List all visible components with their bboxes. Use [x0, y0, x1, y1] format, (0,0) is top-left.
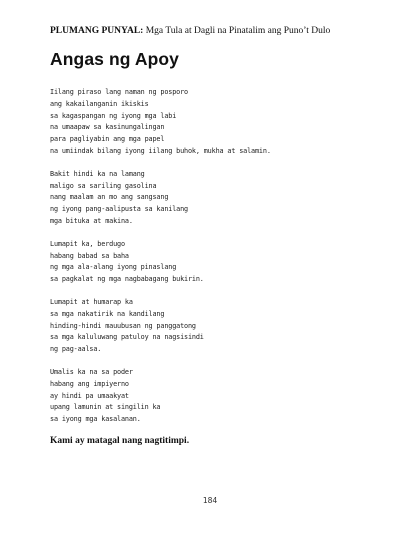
- poem-line: ng pag-aalsa.: [50, 345, 102, 354]
- poem-line: maligo sa sariling gasolina: [50, 181, 157, 190]
- poem-line: Bakit hindi ka na lamang: [50, 169, 145, 178]
- poem-line: ng mga ala-alang iyong pinaslang: [50, 263, 177, 272]
- book-subtitle: Mga Tula at Dagli na Pinatalim ang Puno’t Dulo: [145, 26, 331, 36]
- poem-line: na umiindak bilang iyong iilang buhok, mukha at salamin.: [50, 146, 271, 155]
- poem-line: Umalis ka na sa poder: [50, 367, 133, 376]
- stanza-4: [50, 297, 380, 356]
- poem-line: habang babad sa baha: [50, 251, 129, 260]
- stanza-2: [50, 169, 380, 228]
- poem-line: sa iyong mga kasalanan.: [50, 415, 141, 424]
- closing-line: Kami ay matagal nang nagtitimpi.: [50, 436, 190, 446]
- page-number: 184: [202, 496, 218, 505]
- book-title: PLUMANG PUNYAL:: [50, 26, 144, 36]
- stanza-1: [50, 87, 380, 158]
- stanza-3: [50, 239, 380, 286]
- poem-body: [50, 87, 380, 437]
- poem-line: sa mga kaluluwang patuloy na nagsisindi: [50, 333, 204, 342]
- poem-line: habang ang impiyerno: [50, 379, 129, 388]
- poem-line: mga bituka at makina.: [50, 216, 133, 225]
- poem-line: hinding-hindi mauubusan ng panggatong: [50, 321, 196, 330]
- poem-line: para pagliyabin ang mga papel: [50, 135, 165, 144]
- poem-line: nang maalam an mo ang sangsang: [50, 193, 169, 202]
- poem-line: sa pagkalat ng mga nagbabagang bukirin.: [50, 275, 204, 284]
- poem-line: na umaapaw sa kasinungalingan: [50, 123, 165, 132]
- poem-line: ang kakailanganin ikiskis: [50, 99, 149, 108]
- stanza-5: [50, 367, 380, 426]
- poem-title: Angas ng Apoy: [50, 49, 179, 69]
- poem-line: sa kagaspangan ng iyong mga labi: [50, 111, 177, 120]
- poem-line: upang lamunin at singilin ka: [50, 403, 161, 412]
- poem-line: Iilang piraso lang naman ng posporo: [50, 88, 188, 96]
- poem-line: Lumapit at humarap ka: [50, 297, 133, 306]
- poem-line: Lumapit ka, berdugo: [50, 239, 125, 248]
- running-header: [50, 26, 390, 36]
- poem-line: sa mga nakatirik na kandilang: [50, 309, 165, 318]
- poem-line: ng iyong pang-aalipusta sa kanilang: [50, 205, 188, 214]
- poem-line: ay hindi pa umaakyat: [50, 391, 129, 400]
